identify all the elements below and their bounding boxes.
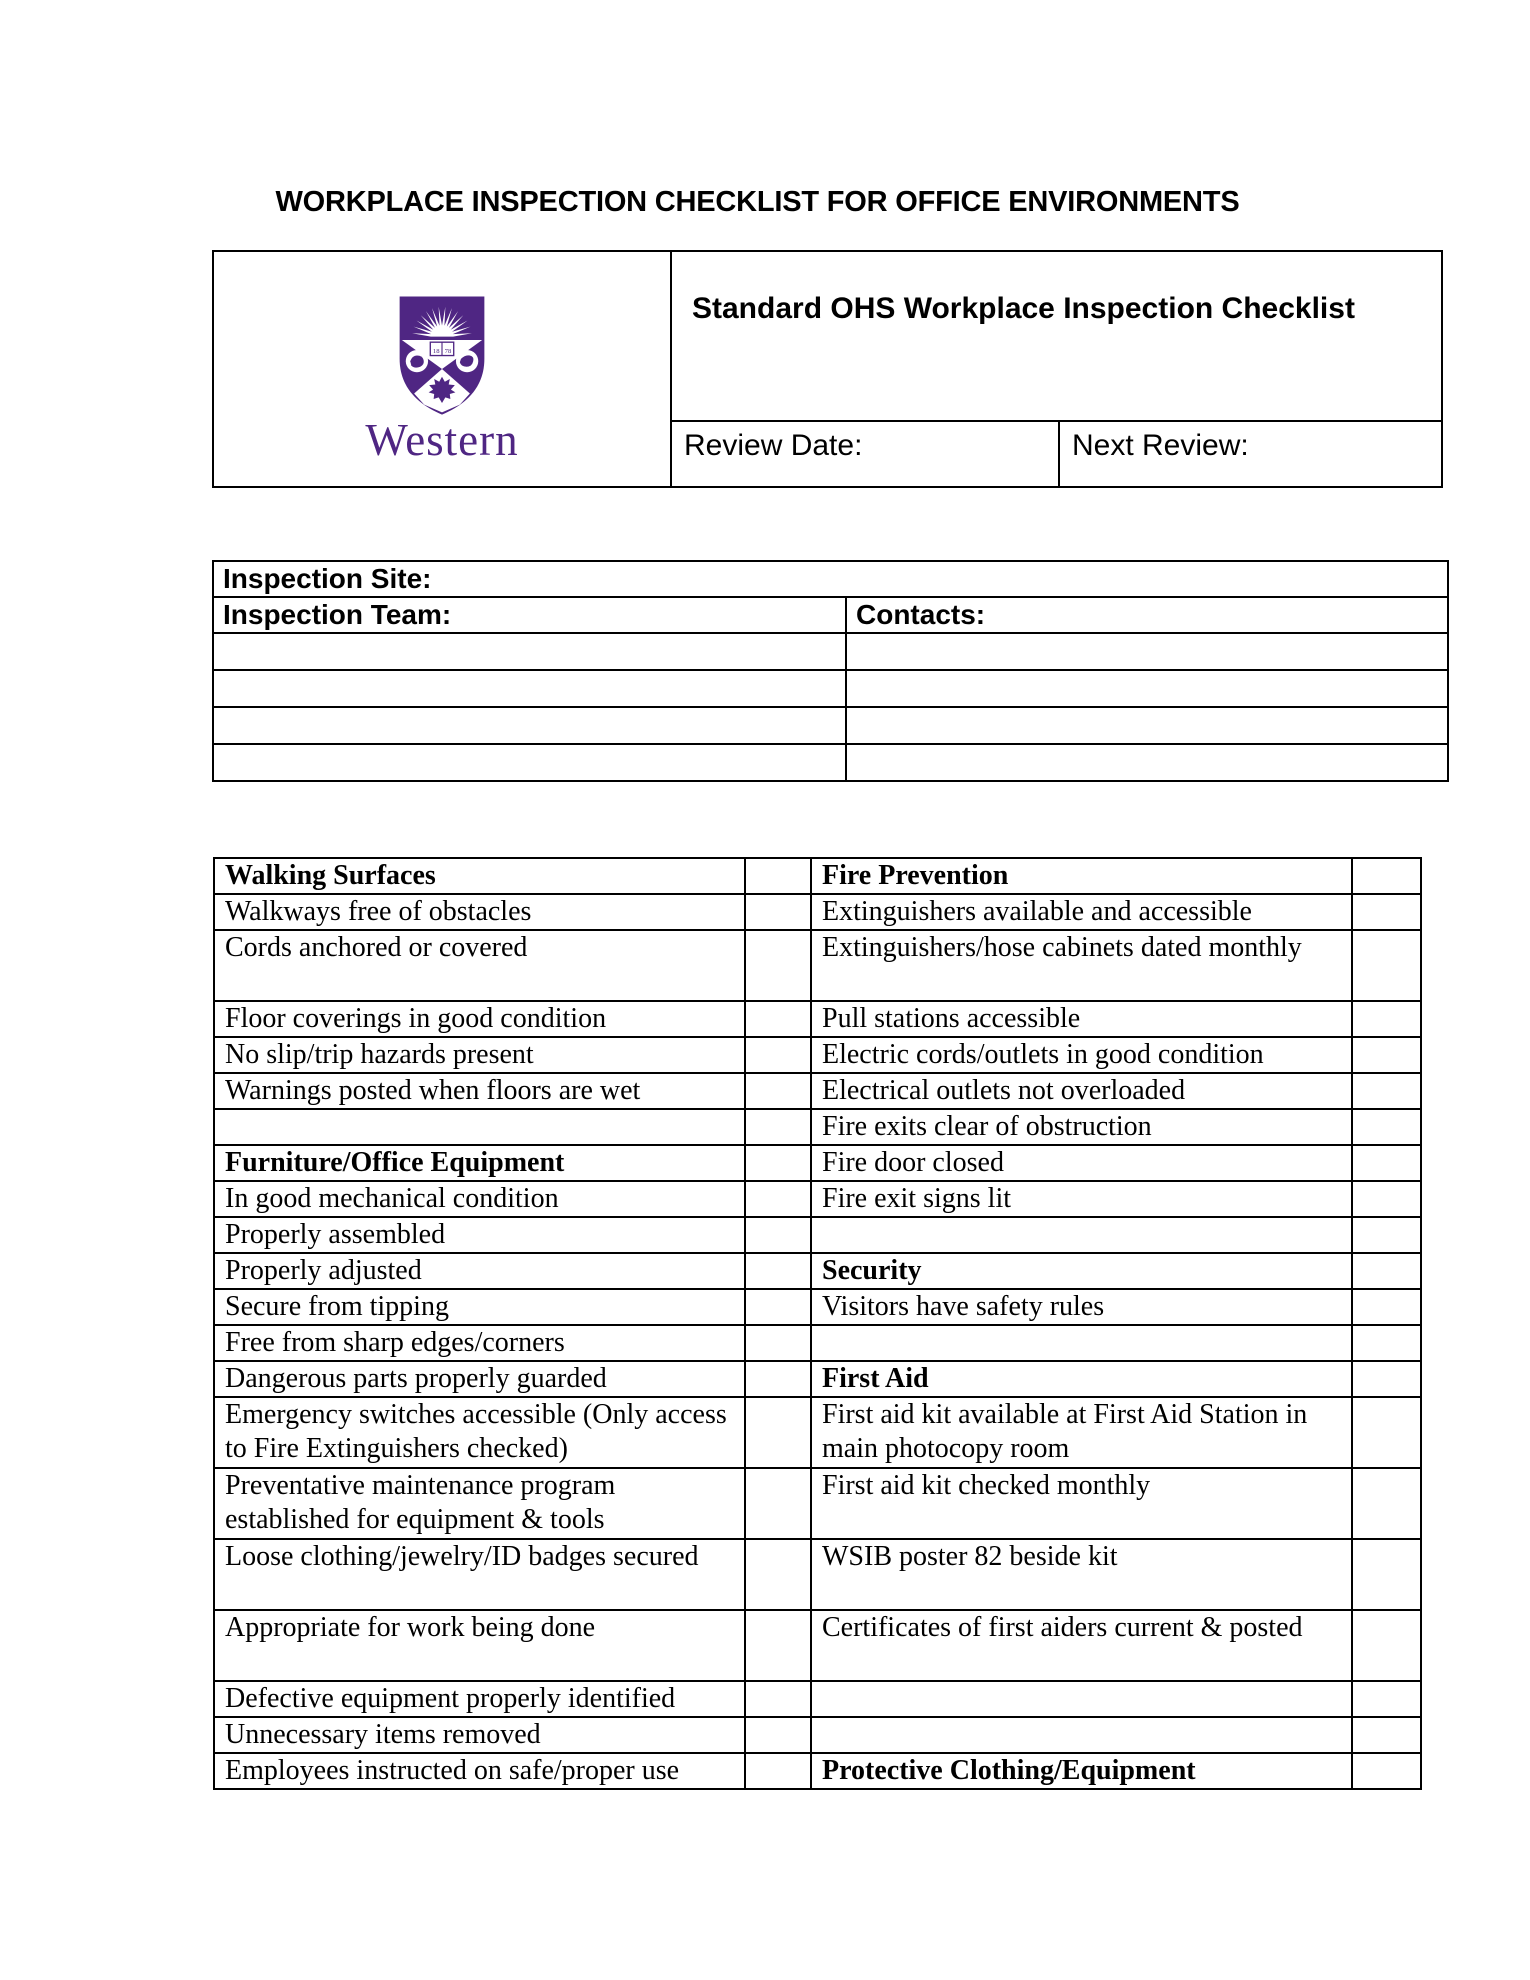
checklist-item-left: Defective equipment properly identified — [214, 1681, 745, 1717]
contact-entry-cell[interactable] — [846, 707, 1448, 744]
checkbox-cell-right[interactable] — [1352, 1217, 1421, 1253]
checkbox-cell-right[interactable] — [1352, 930, 1421, 1001]
header-box — [212, 250, 1443, 488]
checkbox-cell-left[interactable] — [745, 1109, 811, 1145]
checklist-row — [214, 858, 1421, 894]
checklist-item-left: In good mechanical condition — [214, 1181, 745, 1217]
checklist-subtitle: Standard OHS Workplace Inspection Checklist — [670, 252, 1441, 420]
checklist-item-left: Unnecessary items removed — [214, 1717, 745, 1753]
contact-entry-cell[interactable] — [846, 744, 1448, 781]
contacts-label: Contacts: — [846, 597, 1448, 633]
checklist-item-left: Preventative maintenance program established for equipment & tools — [214, 1468, 745, 1539]
checkbox-cell-right[interactable] — [1352, 1145, 1421, 1181]
checkbox-cell-right[interactable] — [1352, 1289, 1421, 1325]
checklist-row — [214, 1468, 1421, 1539]
checkbox-cell-left[interactable] — [745, 1325, 811, 1361]
checkbox-cell-left[interactable] — [745, 1610, 811, 1681]
checkbox-cell-left[interactable] — [745, 1397, 811, 1468]
checklist-item-left: Employees instructed on safe/proper use — [214, 1753, 745, 1789]
checkbox-cell-left[interactable] — [745, 1539, 811, 1610]
contact-entry-cell[interactable] — [846, 670, 1448, 707]
checkbox-cell-right[interactable] — [1352, 1717, 1421, 1753]
checklist-item-right — [811, 1681, 1352, 1717]
checkbox-cell-right[interactable] — [1352, 1253, 1421, 1289]
checkbox-cell-left[interactable] — [745, 1073, 811, 1109]
checkbox-cell-left[interactable] — [745, 1181, 811, 1217]
checkbox-cell-right[interactable] — [1352, 1073, 1421, 1109]
site-entry-row — [213, 670, 1448, 707]
checklist-row — [214, 1073, 1421, 1109]
checklist-item-right: Extinguishers available and accessible — [811, 894, 1352, 930]
checkbox-cell-right[interactable] — [1352, 894, 1421, 930]
site-entry-row — [213, 633, 1448, 670]
checkbox-cell-left[interactable] — [745, 1681, 811, 1717]
checklist-item-right: Certificates of first aiders current & posted — [811, 1610, 1352, 1681]
page-title: WORKPLACE INSPECTION CHECKLIST FOR OFFICE ENVIRONMENTS — [275, 186, 1240, 218]
checklist-item-right: Fire Prevention — [811, 858, 1352, 894]
team-entry-cell[interactable] — [213, 633, 846, 670]
shield-year-left: 18 — [432, 347, 440, 355]
review-date-cell[interactable] — [672, 422, 1058, 486]
checkbox-cell-left[interactable] — [745, 894, 811, 930]
checklist-row — [214, 1253, 1421, 1289]
checkbox-cell-left[interactable] — [745, 1037, 811, 1073]
checkbox-cell-right[interactable] — [1352, 1753, 1421, 1789]
review-date-label: Review Date: — [684, 429, 863, 462]
checklist-row — [214, 930, 1421, 1001]
site-table-body — [213, 561, 1448, 781]
review-row — [670, 420, 1441, 486]
checkbox-cell-left[interactable] — [745, 1253, 811, 1289]
checklist-item-right — [811, 1325, 1352, 1361]
checklist-row — [214, 1145, 1421, 1181]
checklist-item-left: No slip/trip hazards present — [214, 1037, 745, 1073]
checklist-item-left: Walking Surfaces — [214, 858, 745, 894]
checkbox-cell-right[interactable] — [1352, 1539, 1421, 1610]
checklist-item-left: Properly adjusted — [214, 1253, 745, 1289]
checklist-item-left: Furniture/Office Equipment — [214, 1145, 745, 1181]
checkbox-cell-right[interactable] — [1352, 1397, 1421, 1468]
checklist-item-right: Protective Clothing/Equipment — [811, 1753, 1352, 1789]
checklist-item-left: Cords anchored or covered — [214, 930, 745, 1001]
checklist-item-right: Pull stations accessible — [811, 1001, 1352, 1037]
checkbox-cell-right[interactable] — [1352, 1468, 1421, 1539]
checkbox-cell-left[interactable] — [745, 1361, 811, 1397]
checklist-table — [213, 857, 1422, 1790]
checklist-item-left: Dangerous parts properly guarded — [214, 1361, 745, 1397]
checklist-row — [214, 1325, 1421, 1361]
western-logo — [214, 252, 670, 486]
checklist-item-left: Warnings posted when floors are wet — [214, 1073, 745, 1109]
site-entry-row — [213, 707, 1448, 744]
checkbox-cell-right[interactable] — [1352, 1037, 1421, 1073]
checklist-row — [214, 1717, 1421, 1753]
checkbox-cell-left[interactable] — [745, 1753, 811, 1789]
next-review-label: Next Review: — [1072, 429, 1249, 462]
checklist-item-left: Free from sharp edges/corners — [214, 1325, 745, 1361]
checklist-item-left: Properly assembled — [214, 1217, 745, 1253]
checklist-item-right: First aid kit available at First Aid Station in main photocopy room — [811, 1397, 1352, 1468]
inspection-site-table — [212, 560, 1449, 782]
checklist-item-left: Emergency switches accessible (Only access to Fire Extinguishers checked) — [214, 1397, 745, 1468]
checklist-item-left: Loose clothing/jewelry/ID badges secured — [214, 1539, 745, 1610]
checkbox-cell-left[interactable] — [745, 1217, 811, 1253]
checklist-item-right: Electric cords/outlets in good condition — [811, 1037, 1352, 1073]
site-entry-row — [213, 744, 1448, 781]
checkbox-cell-left[interactable] — [745, 858, 811, 894]
checkbox-cell-right[interactable] — [1352, 1361, 1421, 1397]
checklist-item-right: Security — [811, 1253, 1352, 1289]
inspection-team-label: Inspection Team: — [213, 597, 846, 633]
checkbox-cell-right[interactable] — [1352, 1001, 1421, 1037]
checklist-item-left: Appropriate for work being done — [214, 1610, 745, 1681]
checkbox-cell-right[interactable] — [1352, 1109, 1421, 1145]
checklist-row — [214, 1539, 1421, 1610]
checklist-row — [214, 1681, 1421, 1717]
checkbox-cell-left[interactable] — [745, 1468, 811, 1539]
checkbox-cell-left[interactable] — [745, 930, 811, 1001]
checklist-row — [214, 1037, 1421, 1073]
western-shield-icon — [386, 292, 498, 418]
team-entry-cell[interactable] — [213, 707, 846, 744]
checklist-item-right: Extinguishers/hose cabinets dated monthly — [811, 930, 1352, 1001]
checklist-body — [214, 858, 1421, 1789]
western-wordmark: Western — [365, 415, 519, 465]
checklist-item-right: Visitors have safety rules — [811, 1289, 1352, 1325]
checkbox-cell-right[interactable] — [1352, 1610, 1421, 1681]
checklist-item-right: First aid kit checked monthly — [811, 1468, 1352, 1539]
checklist-item-right: Electrical outlets not overloaded — [811, 1073, 1352, 1109]
checklist-item-left: Walkways free of obstacles — [214, 894, 745, 930]
checkbox-cell-left[interactable] — [745, 1001, 811, 1037]
checklist-item-left — [214, 1109, 745, 1145]
checklist-item-right: Fire exit signs lit — [811, 1181, 1352, 1217]
checkbox-cell-left[interactable] — [745, 1717, 811, 1753]
checklist-row — [214, 1001, 1421, 1037]
checklist-row — [214, 1397, 1421, 1468]
checkbox-cell-right[interactable] — [1352, 1325, 1421, 1361]
team-entry-cell[interactable] — [213, 744, 846, 781]
checkbox-cell-right[interactable] — [1352, 1681, 1421, 1717]
next-review-cell[interactable] — [1058, 422, 1441, 486]
checkbox-cell-right[interactable] — [1352, 1181, 1421, 1217]
checklist-row — [214, 1181, 1421, 1217]
checklist-row — [214, 1109, 1421, 1145]
shield-year-right: 78 — [444, 347, 452, 355]
checklist-item-right: Fire door closed — [811, 1145, 1352, 1181]
contact-entry-cell[interactable] — [846, 633, 1448, 670]
checklist-item-right — [811, 1217, 1352, 1253]
checklist-row — [214, 1217, 1421, 1253]
checklist-row — [214, 1753, 1421, 1789]
checklist-item-right: First Aid — [811, 1361, 1352, 1397]
inspection-site-label[interactable]: Inspection Site: — [213, 561, 1448, 597]
checklist-row — [214, 1610, 1421, 1681]
checklist-item-right — [811, 1717, 1352, 1753]
checklist-row — [214, 1289, 1421, 1325]
checklist-item-right: WSIB poster 82 beside kit — [811, 1539, 1352, 1610]
checklist-row — [214, 894, 1421, 930]
checkbox-cell-right[interactable] — [1352, 858, 1421, 894]
checklist-item-right: Fire exits clear of obstruction — [811, 1109, 1352, 1145]
checkbox-cell-left[interactable] — [745, 1289, 811, 1325]
team-entry-cell[interactable] — [213, 670, 846, 707]
checklist-item-left: Floor coverings in good condition — [214, 1001, 745, 1037]
checklist-item-left: Secure from tipping — [214, 1289, 745, 1325]
checkbox-cell-left[interactable] — [745, 1145, 811, 1181]
checklist-row — [214, 1361, 1421, 1397]
